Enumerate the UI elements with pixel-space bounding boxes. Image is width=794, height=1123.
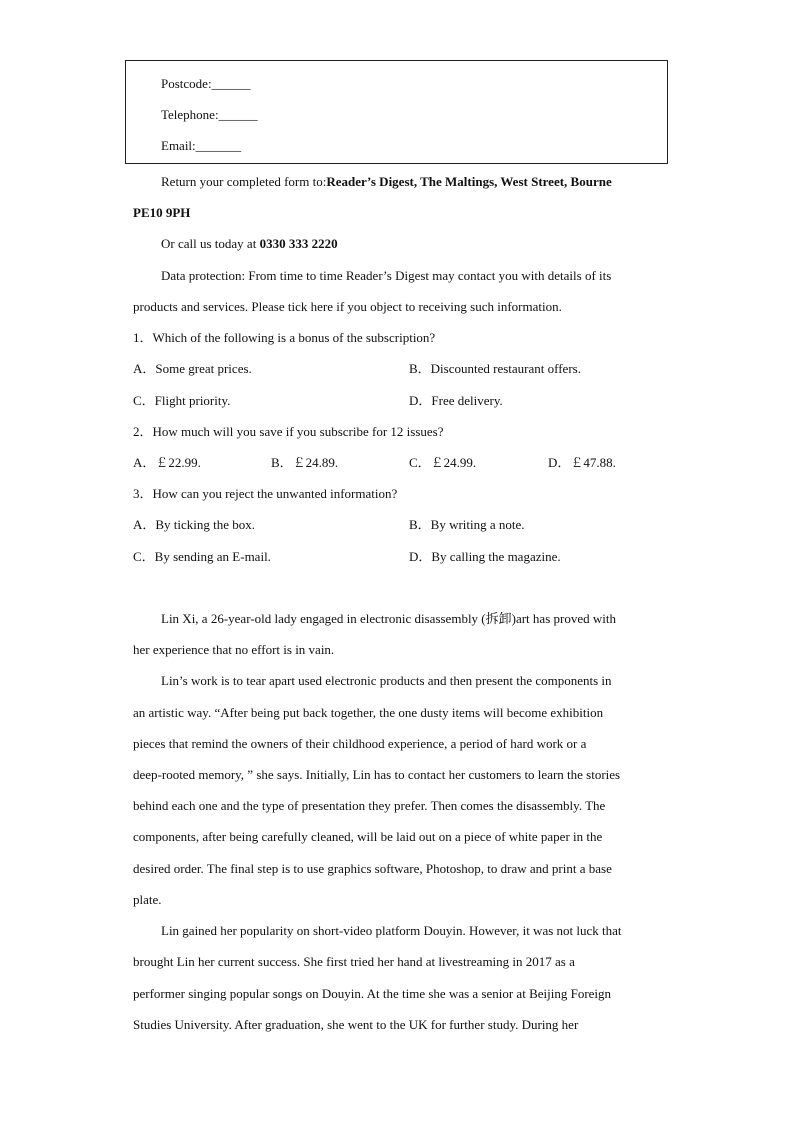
passage-line: behind each one and the type of presentation they prefer. Then comes the disassembly. The: [133, 798, 606, 813]
question-1-option-c: C．Flight priority.: [133, 393, 231, 408]
passage-line: Lin’s work is to tear apart used electronic products and then present the components in: [161, 673, 612, 688]
return-address-postcode-line: [133, 205, 190, 221]
question-3-option-a: A．By ticking the box.: [133, 517, 256, 532]
call-phone: 0330 333 2220: [259, 236, 338, 251]
question-2-option-d: D．￡47.88.: [548, 455, 616, 470]
contact-form-box: [125, 60, 668, 164]
data-protection-line-1: Data protection: From time to time Reader’s Digest may contact you with details of its: [161, 268, 612, 283]
passage-line: Studies University. After graduation, she went to the UK for further study. During her: [133, 1017, 579, 1032]
passage-line: components, after being carefully cleaned, will be laid out on a piece of white paper in the: [133, 829, 603, 844]
data-protection-line-2: products and services. Please tick here if you object to receiving such information.: [133, 299, 562, 314]
question-3-stem: 3．How can you reject the unwanted information?: [133, 486, 398, 501]
return-form-prefix: Return your completed form to:: [161, 174, 327, 189]
telephone-field: Telephone:______: [161, 107, 258, 122]
question-1-option-b: B．Discounted restaurant offers.: [409, 361, 581, 376]
question-1-stem: 1．Which of the following is a bonus of the subscription?: [133, 330, 436, 345]
return-address-postcode: PE10 9PH: [133, 205, 191, 220]
question-3-option-c: C．By sending an E-mail.: [133, 549, 271, 564]
postcode-field: Postcode:______: [161, 76, 251, 91]
passage-line: performer singing popular songs on Douyin. At the time she was a senior at Beijing Foreign: [133, 986, 612, 1001]
question-2-option-b: B．￡24.89.: [271, 455, 339, 470]
question-2-option-a: A．￡22.99.: [133, 455, 201, 470]
email-field: Email:_______: [161, 138, 242, 153]
call-prefix: Or call us today at: [161, 236, 260, 251]
question-1-option-a: A．Some great prices.: [133, 361, 252, 376]
passage-line: her experience that no effort is in vain.: [133, 642, 335, 657]
question-1-option-d: D．Free delivery.: [409, 393, 503, 408]
passage-line: plate.: [133, 892, 162, 907]
passage-line: brought Lin her current success. She first tried her hand at livestreaming in 2017 as a: [133, 954, 575, 969]
passage-line: an artistic way. “After being put back together, the one dusty items will become exhibition: [133, 705, 604, 720]
return-address: Reader’s Digest, The Maltings, West Street, Bourne: [326, 174, 612, 189]
passage-line: desired order. The final step is to use graphics software, Photoshop, to draw and print a base: [133, 861, 612, 876]
passage-line: pieces that remind the owners of their childhood experience, a period of hard work or a: [133, 736, 587, 751]
call-line: [161, 236, 338, 252]
question-3-option-d: D．By calling the magazine.: [409, 549, 561, 564]
passage-line: Lin Xi, a 26-year-old lady engaged in electronic disassembly (拆卸)art has proved with: [161, 611, 616, 626]
question-2-option-c: C．￡24.99.: [409, 455, 477, 470]
question-3-option-b: B．By writing a note.: [409, 517, 525, 532]
return-form-line: [161, 174, 612, 190]
passage-line: deep-rooted memory, ” she says. Initially, Lin has to contact her customers to learn the stories: [133, 767, 621, 782]
passage-line: Lin gained her popularity on short-video platform Douyin. However, it was not luck that: [161, 923, 622, 938]
question-2-stem: 2．How much will you save if you subscribe for 12 issues?: [133, 424, 444, 439]
